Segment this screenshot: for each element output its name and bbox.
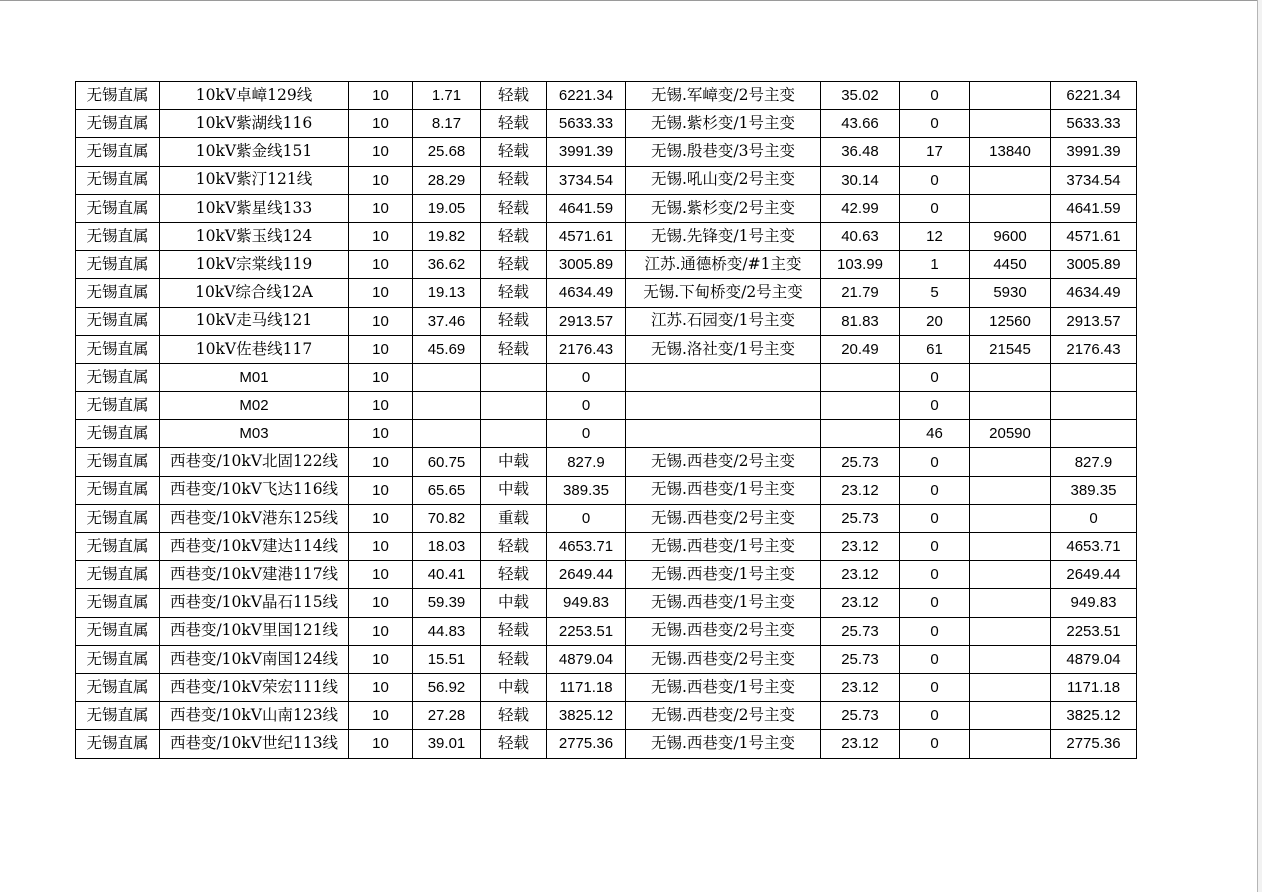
feeder-name-cell: M03 xyxy=(160,420,349,448)
load-status-cell: 重载 xyxy=(481,504,547,532)
load-rate-cell: 39.01 xyxy=(413,730,481,758)
voltage-cell: 10 xyxy=(349,194,413,222)
table-row xyxy=(76,363,1137,391)
org-cell: 无锡直属 xyxy=(76,702,160,730)
table-row xyxy=(76,504,1137,532)
feeder-name-cell: 10kV紫玉线124 xyxy=(160,222,349,250)
count-cell: 0 xyxy=(900,476,970,504)
count-cell: 17 xyxy=(900,138,970,166)
amount-cell xyxy=(970,194,1051,222)
amount-cell: 12560 xyxy=(970,307,1051,335)
load-rate-cell: 40.41 xyxy=(413,561,481,589)
transformer-cell: 无锡.西巷变/1号主变 xyxy=(626,561,821,589)
count-cell: 0 xyxy=(900,702,970,730)
load-rate-cell: 45.69 xyxy=(413,335,481,363)
feeder-load-table xyxy=(75,81,1137,759)
feeder-name-cell: M02 xyxy=(160,392,349,420)
load-status-cell: 轻载 xyxy=(481,561,547,589)
voltage-cell: 10 xyxy=(349,307,413,335)
org-cell: 无锡直属 xyxy=(76,533,160,561)
feeder-name-cell: 10kV宗棠线119 xyxy=(160,251,349,279)
amount-cell xyxy=(970,730,1051,758)
feeder-name-cell: 西巷变/10kV南国124线 xyxy=(160,645,349,673)
org-cell: 无锡直属 xyxy=(76,363,160,391)
transformer-load-cell: 20.49 xyxy=(821,335,900,363)
feeder-name-cell: 西巷变/10kV晶石115线 xyxy=(160,589,349,617)
feeder-name-cell: 西巷变/10kV里国121线 xyxy=(160,617,349,645)
amount-cell xyxy=(970,533,1051,561)
count-cell: 0 xyxy=(900,589,970,617)
voltage-cell: 10 xyxy=(349,589,413,617)
amount-cell xyxy=(970,82,1051,110)
table-row xyxy=(76,392,1137,420)
load-rate-cell xyxy=(413,392,481,420)
load-status-cell: 轻载 xyxy=(481,166,547,194)
transformer-cell: 无锡.紫杉变/1号主变 xyxy=(626,110,821,138)
load-status-cell: 轻载 xyxy=(481,730,547,758)
available-capacity-cell xyxy=(1051,363,1137,391)
amount-cell: 9600 xyxy=(970,222,1051,250)
available-capacity-cell: 0 xyxy=(1051,504,1137,532)
available-capacity-cell: 827.9 xyxy=(1051,448,1137,476)
feeder-name-cell: 10kV紫湖线116 xyxy=(160,110,349,138)
load-status-cell: 轻载 xyxy=(481,702,547,730)
count-cell: 0 xyxy=(900,533,970,561)
table-row xyxy=(76,589,1137,617)
org-cell: 无锡直属 xyxy=(76,420,160,448)
transformer-load-cell: 81.83 xyxy=(821,307,900,335)
load-rate-cell: 70.82 xyxy=(413,504,481,532)
transformer-load-cell: 23.12 xyxy=(821,589,900,617)
transformer-cell: 无锡.军嶂变/2号主变 xyxy=(626,82,821,110)
voltage-cell: 10 xyxy=(349,392,413,420)
voltage-cell: 10 xyxy=(349,476,413,504)
load-rate-cell: 44.83 xyxy=(413,617,481,645)
load-status-cell: 轻载 xyxy=(481,194,547,222)
load-status-cell xyxy=(481,392,547,420)
table-row xyxy=(76,673,1137,701)
org-cell: 无锡直属 xyxy=(76,279,160,307)
available-capacity-cell: 2649.44 xyxy=(1051,561,1137,589)
org-cell: 无锡直属 xyxy=(76,110,160,138)
feeder-name-cell: 10kV紫星线133 xyxy=(160,194,349,222)
capacity-cell: 2913.57 xyxy=(547,307,626,335)
load-rate-cell: 1.71 xyxy=(413,82,481,110)
available-capacity-cell: 3734.54 xyxy=(1051,166,1137,194)
transformer-cell: 无锡.西巷变/1号主变 xyxy=(626,589,821,617)
feeder-name-cell: 10kV综合线12A xyxy=(160,279,349,307)
voltage-cell: 10 xyxy=(349,166,413,194)
available-capacity-cell xyxy=(1051,420,1137,448)
amount-cell xyxy=(970,448,1051,476)
transformer-load-cell: 25.73 xyxy=(821,645,900,673)
voltage-cell: 10 xyxy=(349,222,413,250)
voltage-cell: 10 xyxy=(349,504,413,532)
org-cell: 无锡直属 xyxy=(76,82,160,110)
amount-cell xyxy=(970,561,1051,589)
load-status-cell: 轻载 xyxy=(481,222,547,250)
count-cell: 0 xyxy=(900,166,970,194)
table-row xyxy=(76,730,1137,758)
table-row xyxy=(76,533,1137,561)
transformer-load-cell: 23.12 xyxy=(821,730,900,758)
count-cell: 5 xyxy=(900,279,970,307)
feeder-name-cell: 西巷变/10kV山南123线 xyxy=(160,702,349,730)
available-capacity-cell: 4879.04 xyxy=(1051,645,1137,673)
load-status-cell: 轻载 xyxy=(481,617,547,645)
table-row xyxy=(76,222,1137,250)
org-cell: 无锡直属 xyxy=(76,392,160,420)
transformer-load-cell: 40.63 xyxy=(821,222,900,250)
load-status-cell: 轻载 xyxy=(481,307,547,335)
load-rate-cell: 19.13 xyxy=(413,279,481,307)
voltage-cell: 10 xyxy=(349,82,413,110)
count-cell: 0 xyxy=(900,504,970,532)
transformer-load-cell: 25.73 xyxy=(821,702,900,730)
transformer-cell xyxy=(626,363,821,391)
transformer-cell: 无锡.西巷变/1号主变 xyxy=(626,476,821,504)
capacity-cell: 827.9 xyxy=(547,448,626,476)
feeder-name-cell: 西巷变/10kV建达114线 xyxy=(160,533,349,561)
voltage-cell: 10 xyxy=(349,335,413,363)
page-top-border xyxy=(0,0,1262,1)
load-rate-cell: 18.03 xyxy=(413,533,481,561)
available-capacity-cell: 4634.49 xyxy=(1051,279,1137,307)
page-right-gutter xyxy=(1258,0,1262,892)
capacity-cell: 2253.51 xyxy=(547,617,626,645)
amount-cell xyxy=(970,476,1051,504)
voltage-cell: 10 xyxy=(349,617,413,645)
org-cell: 无锡直属 xyxy=(76,617,160,645)
org-cell: 无锡直属 xyxy=(76,645,160,673)
load-rate-cell: 15.51 xyxy=(413,645,481,673)
feeder-name-cell: 10kV紫汀121线 xyxy=(160,166,349,194)
table-row xyxy=(76,420,1137,448)
transformer-cell xyxy=(626,392,821,420)
transformer-cell: 无锡.下甸桥变/2号主变 xyxy=(626,279,821,307)
capacity-cell: 4653.71 xyxy=(547,533,626,561)
count-cell: 0 xyxy=(900,448,970,476)
transformer-cell: 无锡.西巷变/1号主变 xyxy=(626,673,821,701)
capacity-cell: 4634.49 xyxy=(547,279,626,307)
voltage-cell: 10 xyxy=(349,138,413,166)
org-cell: 无锡直属 xyxy=(76,589,160,617)
count-cell: 12 xyxy=(900,222,970,250)
available-capacity-cell: 2775.36 xyxy=(1051,730,1137,758)
load-status-cell: 中载 xyxy=(481,476,547,504)
voltage-cell: 10 xyxy=(349,251,413,279)
transformer-load-cell xyxy=(821,363,900,391)
org-cell: 无锡直属 xyxy=(76,138,160,166)
amount-cell xyxy=(970,110,1051,138)
amount-cell xyxy=(970,392,1051,420)
voltage-cell: 10 xyxy=(349,673,413,701)
voltage-cell: 10 xyxy=(349,448,413,476)
load-status-cell: 轻载 xyxy=(481,82,547,110)
voltage-cell: 10 xyxy=(349,363,413,391)
org-cell: 无锡直属 xyxy=(76,476,160,504)
transformer-cell: 无锡.先锋变/1号主变 xyxy=(626,222,821,250)
org-cell: 无锡直属 xyxy=(76,166,160,194)
voltage-cell: 10 xyxy=(349,730,413,758)
count-cell: 0 xyxy=(900,110,970,138)
count-cell: 0 xyxy=(900,645,970,673)
org-cell: 无锡直属 xyxy=(76,222,160,250)
feeder-name-cell: 西巷变/10kV世纪113线 xyxy=(160,730,349,758)
transformer-load-cell: 103.99 xyxy=(821,251,900,279)
capacity-cell: 5633.33 xyxy=(547,110,626,138)
table-row xyxy=(76,307,1137,335)
available-capacity-cell: 2253.51 xyxy=(1051,617,1137,645)
transformer-load-cell: 25.73 xyxy=(821,448,900,476)
load-rate-cell: 28.29 xyxy=(413,166,481,194)
capacity-cell: 4879.04 xyxy=(547,645,626,673)
capacity-cell: 3825.12 xyxy=(547,702,626,730)
count-cell: 0 xyxy=(900,617,970,645)
transformer-load-cell: 43.66 xyxy=(821,110,900,138)
amount-cell: 5930 xyxy=(970,279,1051,307)
amount-cell xyxy=(970,166,1051,194)
capacity-cell: 3734.54 xyxy=(547,166,626,194)
count-cell: 0 xyxy=(900,194,970,222)
table-body xyxy=(76,82,1137,759)
available-capacity-cell: 3005.89 xyxy=(1051,251,1137,279)
amount-cell: 20590 xyxy=(970,420,1051,448)
count-cell: 0 xyxy=(900,730,970,758)
amount-cell xyxy=(970,589,1051,617)
load-status-cell: 中载 xyxy=(481,673,547,701)
table-row xyxy=(76,251,1137,279)
transformer-cell: 无锡.西巷变/2号主变 xyxy=(626,448,821,476)
load-rate-cell: 19.05 xyxy=(413,194,481,222)
feeder-name-cell: 10kV走马线121 xyxy=(160,307,349,335)
load-rate-cell: 36.62 xyxy=(413,251,481,279)
count-cell: 1 xyxy=(900,251,970,279)
org-cell: 无锡直属 xyxy=(76,335,160,363)
transformer-cell: 无锡.西巷变/2号主变 xyxy=(626,702,821,730)
load-rate-cell xyxy=(413,420,481,448)
amount-cell: 4450 xyxy=(970,251,1051,279)
org-cell: 无锡直属 xyxy=(76,504,160,532)
load-status-cell: 中载 xyxy=(481,448,547,476)
amount-cell xyxy=(970,673,1051,701)
transformer-load-cell: 23.12 xyxy=(821,476,900,504)
table-row xyxy=(76,279,1137,307)
load-rate-cell: 37.46 xyxy=(413,307,481,335)
capacity-cell: 2176.43 xyxy=(547,335,626,363)
transformer-load-cell: 23.12 xyxy=(821,561,900,589)
amount-cell: 21545 xyxy=(970,335,1051,363)
table-row xyxy=(76,138,1137,166)
org-cell: 无锡直属 xyxy=(76,730,160,758)
load-rate-cell xyxy=(413,363,481,391)
capacity-cell: 3991.39 xyxy=(547,138,626,166)
transformer-load-cell: 35.02 xyxy=(821,82,900,110)
transformer-cell: 无锡.西巷变/2号主变 xyxy=(626,617,821,645)
table-row xyxy=(76,166,1137,194)
feeder-name-cell: 西巷变/10kV飞达116线 xyxy=(160,476,349,504)
table-row xyxy=(76,645,1137,673)
capacity-cell: 389.35 xyxy=(547,476,626,504)
capacity-cell: 3005.89 xyxy=(547,251,626,279)
count-cell: 20 xyxy=(900,307,970,335)
load-rate-cell: 25.68 xyxy=(413,138,481,166)
load-status-cell: 轻载 xyxy=(481,110,547,138)
available-capacity-cell: 2176.43 xyxy=(1051,335,1137,363)
load-status-cell: 中载 xyxy=(481,589,547,617)
load-rate-cell: 56.92 xyxy=(413,673,481,701)
load-status-cell: 轻载 xyxy=(481,533,547,561)
count-cell: 0 xyxy=(900,673,970,701)
transformer-load-cell: 25.73 xyxy=(821,504,900,532)
available-capacity-cell: 389.35 xyxy=(1051,476,1137,504)
transformer-cell: 无锡.西巷变/1号主变 xyxy=(626,730,821,758)
org-cell: 无锡直属 xyxy=(76,251,160,279)
load-status-cell: 轻载 xyxy=(481,138,547,166)
feeder-name-cell: 西巷变/10kV港东125线 xyxy=(160,504,349,532)
load-rate-cell: 27.28 xyxy=(413,702,481,730)
load-status-cell xyxy=(481,420,547,448)
count-cell: 46 xyxy=(900,420,970,448)
amount-cell: 13840 xyxy=(970,138,1051,166)
feeder-name-cell: M01 xyxy=(160,363,349,391)
amount-cell xyxy=(970,617,1051,645)
capacity-cell: 1171.18 xyxy=(547,673,626,701)
transformer-cell: 无锡.西巷变/2号主变 xyxy=(626,504,821,532)
count-cell: 0 xyxy=(900,561,970,589)
amount-cell xyxy=(970,645,1051,673)
load-rate-cell: 8.17 xyxy=(413,110,481,138)
available-capacity-cell: 2913.57 xyxy=(1051,307,1137,335)
feeder-name-cell: 10kV卓嶂129线 xyxy=(160,82,349,110)
available-capacity-cell xyxy=(1051,392,1137,420)
transformer-cell: 无锡.洛社变/1号主变 xyxy=(626,335,821,363)
table-row xyxy=(76,110,1137,138)
available-capacity-cell: 1171.18 xyxy=(1051,673,1137,701)
available-capacity-cell: 4641.59 xyxy=(1051,194,1137,222)
transformer-load-cell: 36.48 xyxy=(821,138,900,166)
feeder-name-cell: 西巷变/10kV北固122线 xyxy=(160,448,349,476)
org-cell: 无锡直属 xyxy=(76,673,160,701)
capacity-cell: 0 xyxy=(547,392,626,420)
available-capacity-cell: 3991.39 xyxy=(1051,138,1137,166)
table-row xyxy=(76,476,1137,504)
table-row xyxy=(76,335,1137,363)
available-capacity-cell: 3825.12 xyxy=(1051,702,1137,730)
transformer-load-cell: 23.12 xyxy=(821,533,900,561)
feeder-name-cell: 10kV佐巷线117 xyxy=(160,335,349,363)
count-cell: 0 xyxy=(900,82,970,110)
available-capacity-cell: 949.83 xyxy=(1051,589,1137,617)
transformer-cell: 江苏.通德桥变/#1主变 xyxy=(626,251,821,279)
capacity-cell: 0 xyxy=(547,363,626,391)
table-row xyxy=(76,702,1137,730)
transformer-load-cell: 42.99 xyxy=(821,194,900,222)
transformer-load-cell: 25.73 xyxy=(821,617,900,645)
table-row xyxy=(76,194,1137,222)
transformer-load-cell xyxy=(821,392,900,420)
capacity-cell: 4641.59 xyxy=(547,194,626,222)
load-rate-cell: 59.39 xyxy=(413,589,481,617)
load-rate-cell: 60.75 xyxy=(413,448,481,476)
feeder-name-cell: 西巷变/10kV荣宏111线 xyxy=(160,673,349,701)
count-cell: 0 xyxy=(900,392,970,420)
load-status-cell: 轻载 xyxy=(481,645,547,673)
voltage-cell: 10 xyxy=(349,533,413,561)
load-status-cell xyxy=(481,363,547,391)
capacity-cell: 2775.36 xyxy=(547,730,626,758)
transformer-load-cell xyxy=(821,420,900,448)
transformer-cell: 江苏.石园变/1号主变 xyxy=(626,307,821,335)
count-cell: 0 xyxy=(900,363,970,391)
table-row xyxy=(76,448,1137,476)
capacity-cell: 0 xyxy=(547,504,626,532)
amount-cell xyxy=(970,363,1051,391)
load-rate-cell: 19.82 xyxy=(413,222,481,250)
transformer-cell: 无锡.西巷变/2号主变 xyxy=(626,645,821,673)
available-capacity-cell: 4653.71 xyxy=(1051,533,1137,561)
voltage-cell: 10 xyxy=(349,702,413,730)
capacity-cell: 2649.44 xyxy=(547,561,626,589)
transformer-cell: 无锡.西巷变/1号主变 xyxy=(626,533,821,561)
voltage-cell: 10 xyxy=(349,420,413,448)
amount-cell xyxy=(970,702,1051,730)
voltage-cell: 10 xyxy=(349,645,413,673)
transformer-cell xyxy=(626,420,821,448)
load-status-cell: 轻载 xyxy=(481,279,547,307)
capacity-cell: 6221.34 xyxy=(547,82,626,110)
table-row xyxy=(76,82,1137,110)
transformer-cell: 无锡.吼山变/2号主变 xyxy=(626,166,821,194)
org-cell: 无锡直属 xyxy=(76,307,160,335)
org-cell: 无锡直属 xyxy=(76,194,160,222)
transformer-load-cell: 21.79 xyxy=(821,279,900,307)
org-cell: 无锡直属 xyxy=(76,561,160,589)
org-cell: 无锡直属 xyxy=(76,448,160,476)
voltage-cell: 10 xyxy=(349,279,413,307)
load-rate-cell: 65.65 xyxy=(413,476,481,504)
available-capacity-cell: 5633.33 xyxy=(1051,110,1137,138)
available-capacity-cell: 6221.34 xyxy=(1051,82,1137,110)
feeder-name-cell: 西巷变/10kV建港117线 xyxy=(160,561,349,589)
amount-cell xyxy=(970,504,1051,532)
transformer-load-cell: 23.12 xyxy=(821,673,900,701)
voltage-cell: 10 xyxy=(349,110,413,138)
capacity-cell: 0 xyxy=(547,420,626,448)
available-capacity-cell: 4571.61 xyxy=(1051,222,1137,250)
table-row xyxy=(76,617,1137,645)
load-status-cell: 轻载 xyxy=(481,251,547,279)
count-cell: 61 xyxy=(900,335,970,363)
transformer-cell: 无锡.紫杉变/2号主变 xyxy=(626,194,821,222)
table-row xyxy=(76,561,1137,589)
voltage-cell: 10 xyxy=(349,561,413,589)
load-status-cell: 轻载 xyxy=(481,335,547,363)
transformer-cell: 无锡.殷巷变/3号主变 xyxy=(626,138,821,166)
capacity-cell: 949.83 xyxy=(547,589,626,617)
transformer-load-cell: 30.14 xyxy=(821,166,900,194)
capacity-cell: 4571.61 xyxy=(547,222,626,250)
feeder-name-cell: 10kV紫金线151 xyxy=(160,138,349,166)
